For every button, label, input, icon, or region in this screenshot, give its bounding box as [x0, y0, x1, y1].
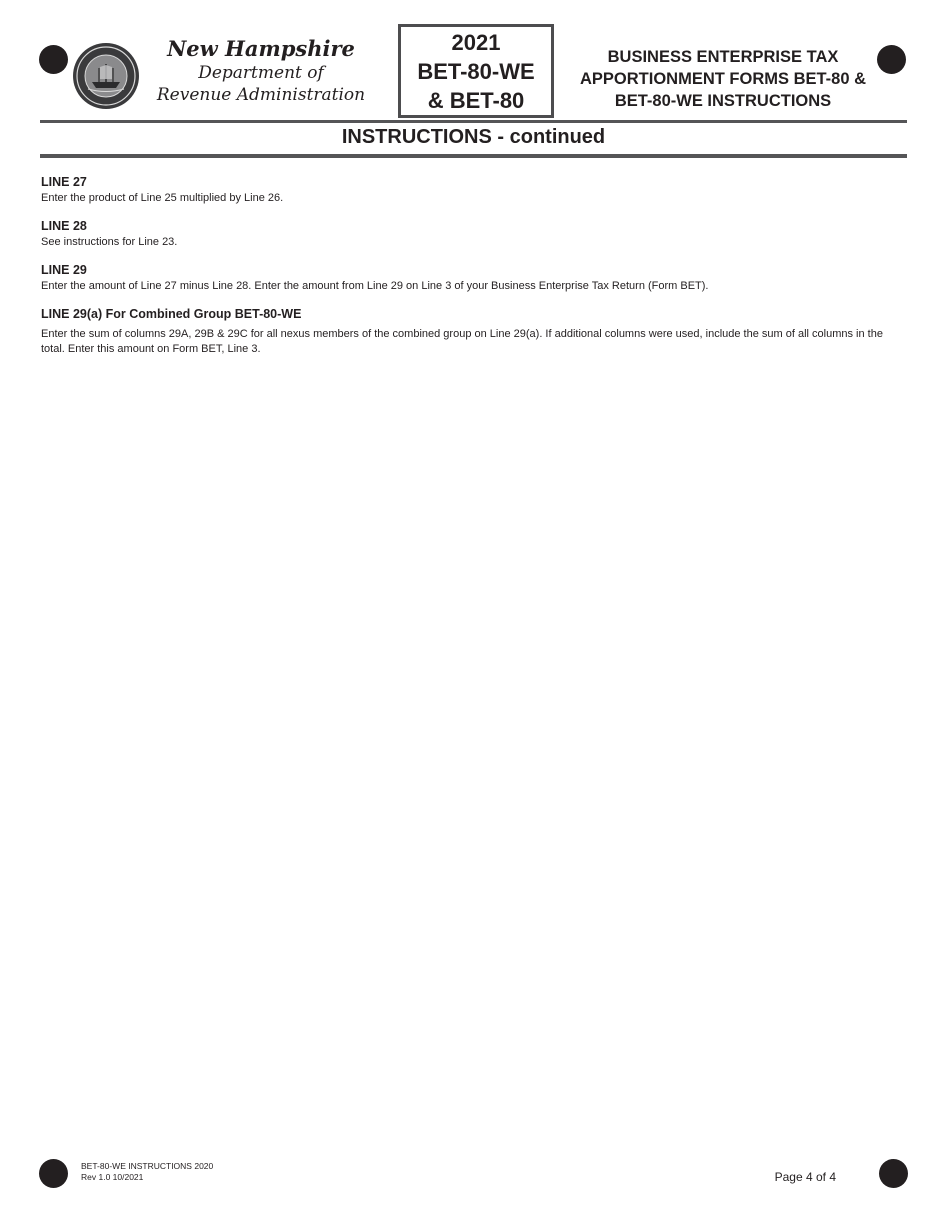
footer-form-info [81, 1161, 213, 1183]
form-id-line1: BET-80-WE [417, 59, 535, 84]
instruction-line-27 [41, 174, 907, 206]
instruction-text: Enter the product of Line 25 multiplied by Line 26. [41, 192, 284, 204]
form-id-line2: & BET-80 [427, 88, 525, 113]
agency-dept-line2: Revenue Administration [156, 85, 366, 105]
registration-dot-bottom-right [879, 1159, 908, 1188]
agency-name [150, 36, 372, 106]
instruction-text: Enter the sum of columns 29A, 29B & 29C for all nexus members of the combined group on Line 29(a). If additional columns were used, include the sum of all columns in the total. Enter this amount on Form BET, Line 3. [41, 328, 883, 355]
instruction-heading: LINE 27 [41, 175, 87, 189]
state-seal-icon [72, 42, 140, 110]
doc-title-line2: APPORTIONMENT FORMS BET-80 & [579, 70, 867, 88]
instructions-list [41, 174, 907, 369]
instruction-text: See instructions for Line 23. [41, 236, 178, 248]
agency-state: New Hampshire [167, 36, 355, 61]
instruction-line-29a [41, 306, 907, 357]
form-year: 2021 [451, 30, 501, 55]
header-rule-top [40, 120, 907, 123]
instruction-text: Enter the amount of Line 27 minus Line 28. Enter the amount from Line 29 on Line 3 of your Business Enterprise Tax Return (Form BET). [41, 280, 709, 292]
instruction-heading: LINE 29 [41, 263, 87, 277]
header-rule-bottom [40, 154, 907, 158]
registration-dot-top-left [39, 45, 68, 74]
footer-revision: Rev 1.0 10/2021 [81, 1172, 144, 1182]
doc-title-line1: BUSINESS ENTERPRISE TAX [607, 48, 839, 66]
instruction-heading: LINE 29(a) For Combined Group BET-80-WE [41, 307, 302, 321]
agency-dept-line1: Department of [198, 63, 324, 83]
registration-dot-top-right [877, 45, 906, 74]
form-id-box [398, 24, 554, 118]
footer-form-line: BET-80-WE INSTRUCTIONS 2020 [81, 1161, 214, 1171]
instruction-line-29 [41, 262, 907, 294]
instruction-line-28 [41, 218, 907, 250]
doc-title-line3: BET-80-WE INSTRUCTIONS [614, 92, 832, 110]
document-title [568, 46, 878, 112]
section-title: INSTRUCTIONS - continued [341, 126, 606, 148]
page-number: Page 4 of 4 [774, 1170, 836, 1184]
instruction-heading: LINE 28 [41, 219, 87, 233]
registration-dot-bottom-left [39, 1159, 68, 1188]
